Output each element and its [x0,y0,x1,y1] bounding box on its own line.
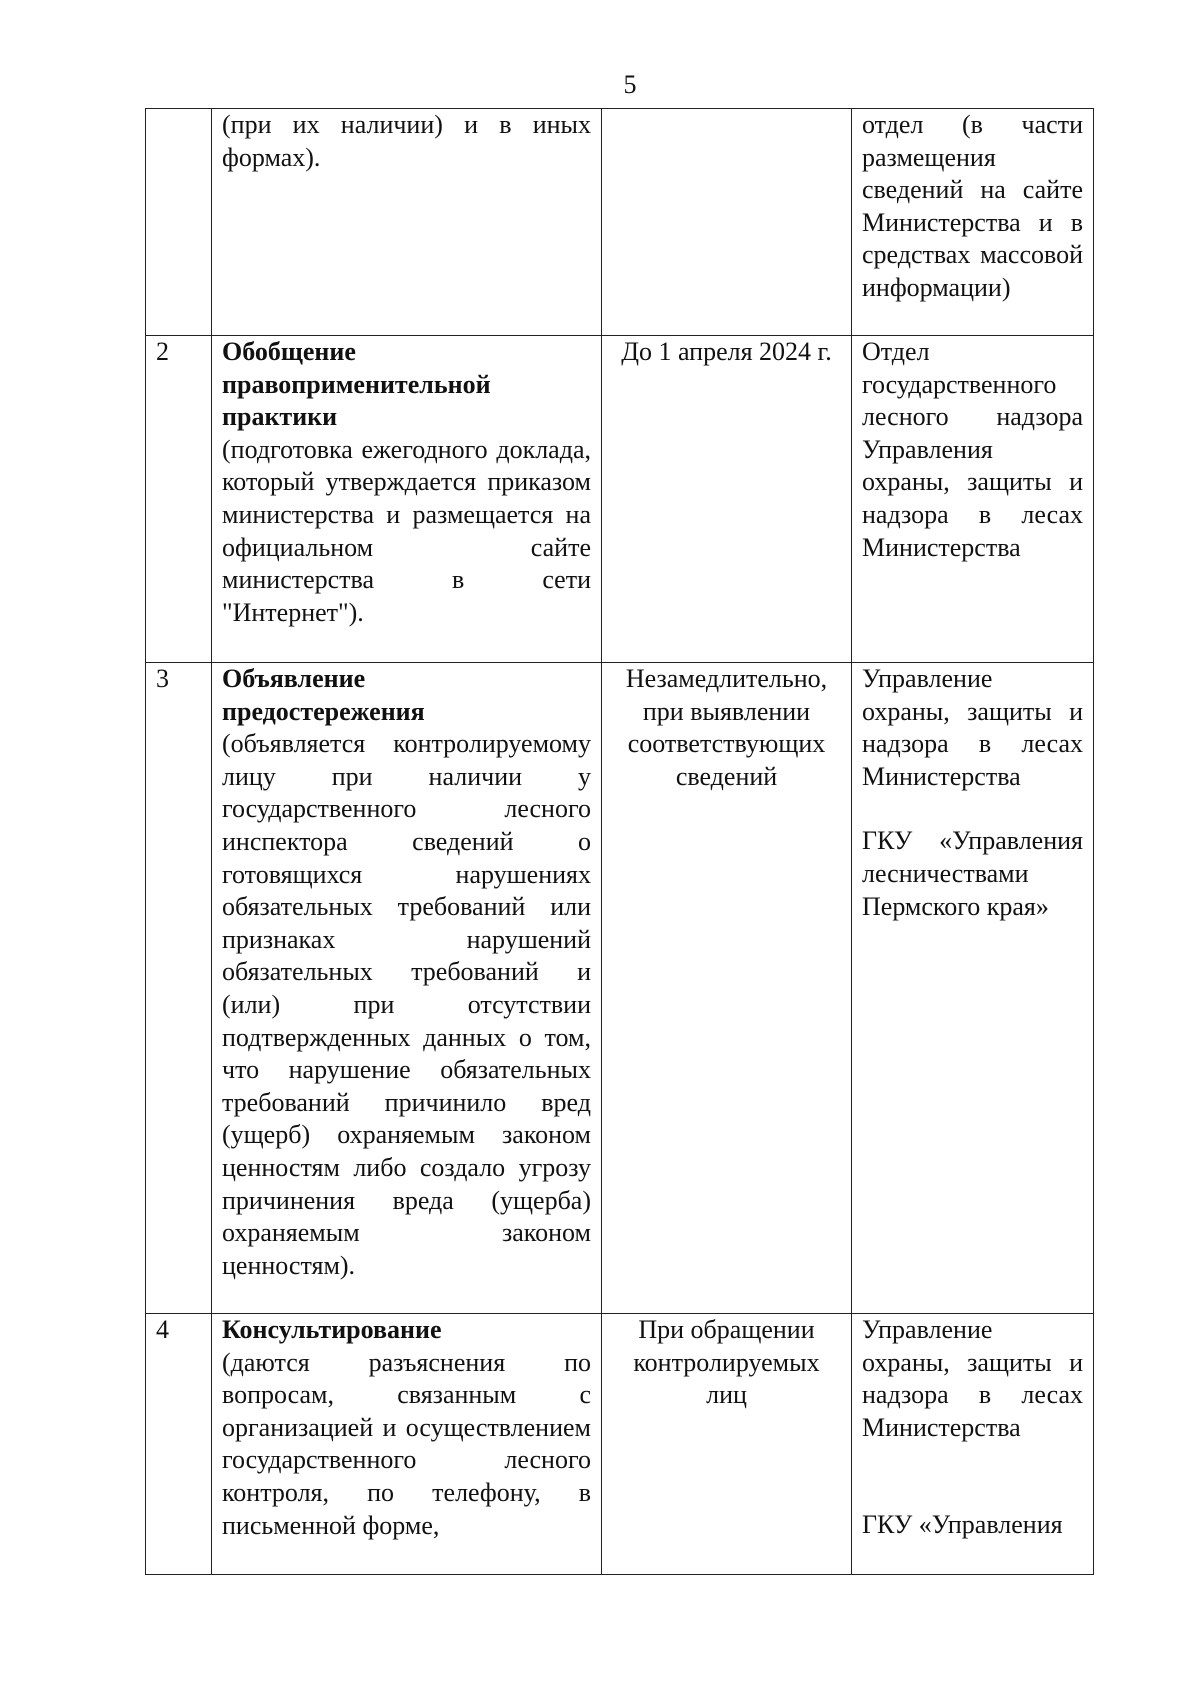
measure-cell [212,109,602,336]
deadline-cell [602,109,852,336]
table-row [146,1314,1094,1575]
responsible-cell [852,109,1094,336]
responsible-cell [852,1314,1094,1575]
measures-table [145,108,1094,1575]
deadline-cell: При обращении контролируемых лиц [602,1314,852,1575]
responsible-text: ГКУ «Управления [862,1510,1063,1540]
responsible-text: ГКУ «Управления лесничествами Пермского края» [862,826,1083,921]
measure-description: (даются разъяснения по вопросам, связанным с организацией и осуществлением государственного лесного контроля, по телефону, в письменной форме, [222,1347,591,1540]
responsible-text: Отдел государственного лесного надзора Управления охраны, защиты и надзора в лесах Министерства [862,337,1083,562]
responsible-cell [852,663,1094,1314]
table-row [146,109,1094,336]
responsible-text: Управление охраны, защиты и надзора в лесах Министерства [862,664,1083,791]
row-number: 2 [146,336,212,663]
row-number: 4 [146,1314,212,1575]
table-row [146,336,1094,663]
row-number [146,109,212,336]
measure-description: (подготовка ежегодного доклада, который утверждается приказом министерства и размещается на официальном сайте министерства в сети "Интернет"). [222,434,591,627]
table-row [146,663,1094,1314]
measure-title: Обобщение правоприменительной практики [222,337,491,432]
measure-cell [212,663,602,1314]
measure-title: Консультирование [222,1315,442,1344]
deadline-cell: До 1 апреля 2024 г. [602,336,852,663]
deadline-cell: Незамедлительно, при выявлении соответствующих сведений [602,663,852,1314]
row-number: 3 [146,663,212,1314]
responsible-cell [852,336,1094,663]
measure-cell [212,336,602,663]
measure-description: (объявляется контролируемому лицу при наличии у государственного лесного инспектора сведений о готовящихся нарушениях обязательных требований или признаках нарушений обязательных требований и (или) при отсутствии подтвержденных данных о том, что нарушение обязательных требований причинило вред (ущерб) охраняемым законом ценностям либо создало угрозу причинения вреда (ущерба) охраняемым законом ценностям). [222,729,591,1280]
page-number: 5 [623,70,637,99]
responsible-text: отдел (в части размещения сведений на сайте Министерства и в средствах массовой информации) [862,110,1083,302]
responsible-text: Управление охраны, защиты и надзора в лесах Министерства [862,1315,1083,1442]
measure-title: Объявление предостережения [222,664,425,726]
measure-description: (при их наличии) и в иных формах). [222,110,591,172]
measure-cell [212,1314,602,1575]
